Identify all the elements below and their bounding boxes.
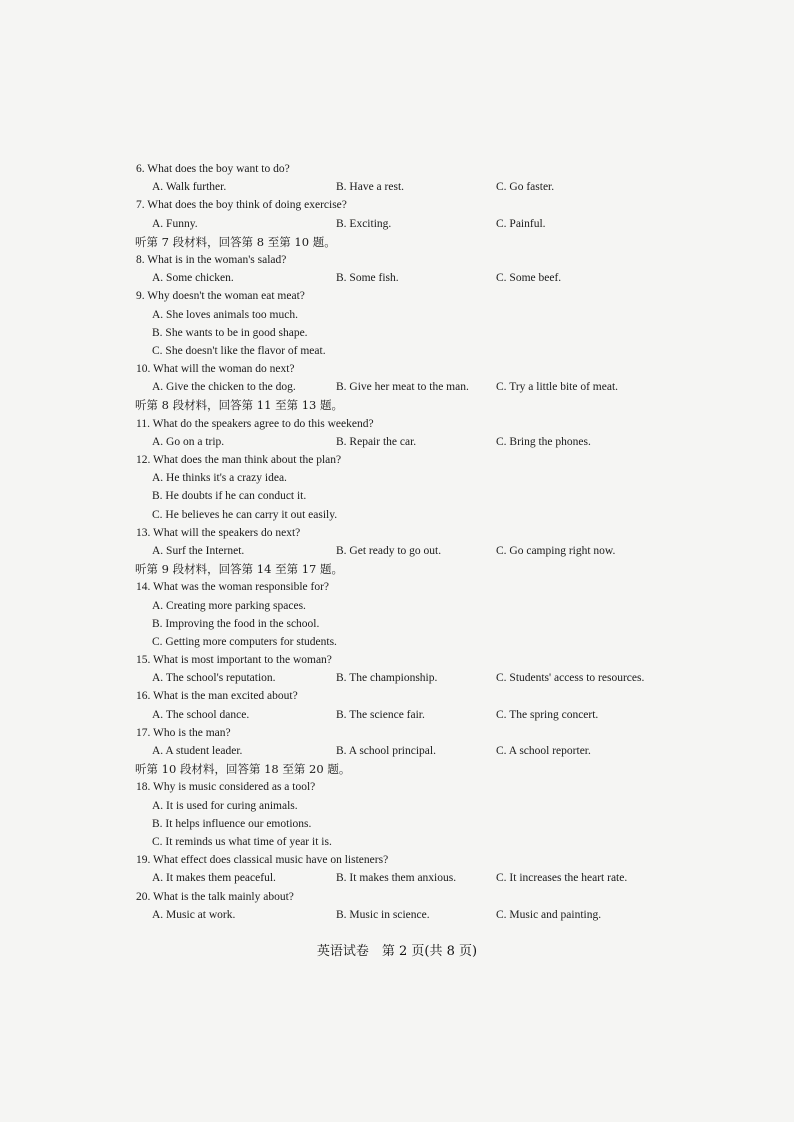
question-stem: 15. What is most important to the woman?	[136, 654, 332, 667]
answer-option-c: C. Go faster.	[496, 181, 555, 194]
answer-options-row	[136, 178, 696, 196]
answer-option: C. She doesn't like the flavor of meat.	[152, 344, 326, 357]
answer-option: C. It reminds us what time of year it is.	[152, 835, 332, 848]
answer-option-c: C. Try a little bite of meat.	[496, 381, 619, 394]
answer-option-c: C. Go camping right now.	[496, 544, 616, 557]
answer-option-c: C. Music and painting.	[496, 908, 602, 921]
answer-options-row	[136, 706, 696, 724]
answer-option-c: C. A school reporter.	[496, 745, 591, 757]
answer-option: B. It helps influence our emotions.	[152, 817, 312, 830]
question-stem: 17. Who is the man?	[136, 726, 231, 739]
answer-option-c: C. Students' access to resources.	[496, 672, 645, 685]
question-stem: 11. What do the speakers agree to do this weekend?	[136, 417, 374, 430]
answer-options-row	[136, 542, 696, 560]
page-footer: 英语试卷 第 2 页(共 8 页)	[316, 944, 478, 959]
answer-options-row	[136, 269, 696, 287]
answer-option: A. Creating more parking spaces.	[152, 599, 306, 612]
answer-option: C. He believes he can carry it out easily.	[152, 508, 338, 521]
section-instruction: 听第 9 段材料，回答第 14 至第 17 题。	[135, 562, 344, 577]
answer-option-a: A. It makes them peaceful.	[152, 872, 276, 885]
answer-option-b: B. Give her meat to the man.	[336, 381, 469, 394]
question-stem: 10. What will the woman do next?	[136, 363, 295, 376]
answer-option: A. She loves animals too much.	[152, 308, 298, 321]
question-list	[136, 160, 696, 924]
answer-option-b: B. Music in science.	[336, 908, 430, 921]
answer-option-b: B. Some fish.	[336, 272, 399, 285]
answer-option-a: A. A student leader.	[152, 745, 243, 757]
question-stem: 8. What is in the woman's salad?	[136, 253, 287, 266]
answer-option: B. She wants to be in good shape.	[152, 326, 308, 339]
answer-option-a: A. Go on a trip.	[152, 435, 225, 448]
answer-options-row	[136, 906, 696, 924]
answer-option-c: C. It increases the heart rate.	[496, 872, 628, 885]
question-stem: 9. Why doesn't the woman eat meat?	[136, 290, 305, 303]
section-instruction: 听第 7 段材料，回答第 8 至第 10 题。	[135, 234, 336, 249]
question-stem: 16. What is the man excited about?	[136, 690, 298, 703]
answer-option: A. It is used for curing animals.	[152, 799, 298, 812]
question-stem: 19. What effect does classical music have on listeners?	[136, 854, 389, 867]
answer-option-b: B. Get ready to go out.	[336, 544, 442, 557]
question-stem: 6. What does the boy want to do?	[136, 163, 290, 175]
answer-option-a: A. Give the chicken to the dog.	[152, 381, 296, 394]
answer-options-row	[136, 742, 696, 760]
answer-options-row	[136, 433, 696, 451]
answer-option-b: B. The science fair.	[336, 708, 425, 721]
answer-options-row	[136, 378, 696, 396]
answer-option-a: A. Some chicken.	[152, 272, 234, 285]
answer-option-a: A. Walk further.	[152, 181, 227, 194]
question-stem: 13. What will the speakers do next?	[136, 526, 301, 539]
section-instruction: 听第 10 段材料，回答第 18 至第 20 题。	[135, 762, 351, 777]
answer-option-a: A. The school dance.	[152, 708, 250, 721]
answer-option-c: C. Some beef.	[496, 272, 562, 285]
answer-option-c: C. Painful.	[496, 217, 546, 230]
question-stem: 12. What does the man think about the plan?	[136, 454, 342, 466]
answer-option: B. He doubts if he can conduct it.	[152, 490, 307, 503]
answer-option-b: B. A school principal.	[336, 745, 436, 757]
answer-option-b: B. It makes them anxious.	[336, 872, 457, 885]
answer-options-row	[136, 669, 696, 687]
answer-option: B. Improving the food in the school.	[152, 617, 320, 630]
answer-option-b: B. Repair the car.	[336, 435, 417, 448]
question-stem: 20. What is the talk mainly about?	[136, 890, 294, 903]
question-stem: 18. Why is music considered as a tool?	[136, 781, 316, 794]
answer-option-b: B. Exciting.	[336, 217, 392, 230]
answer-option-c: C. Bring the phones.	[496, 435, 591, 448]
answer-option-b: B. Have a rest.	[336, 181, 405, 194]
answer-option: A. He thinks it's a crazy idea.	[152, 472, 287, 485]
answer-options-row	[136, 215, 696, 233]
answer-option-b: B. The championship.	[336, 672, 438, 685]
answer-option-a: A. Funny.	[152, 217, 198, 230]
section-instruction: 听第 8 段材料，回答第 11 至第 13 题。	[135, 398, 344, 413]
answer-option-c: C. The spring concert.	[496, 708, 599, 721]
answer-options-row	[136, 869, 696, 887]
question-stem: 7. What does the boy think of doing exercise?	[136, 199, 347, 212]
answer-option-a: A. Surf the Internet.	[152, 544, 245, 557]
question-stem: 14. What was the woman responsible for?	[136, 581, 330, 594]
answer-option-a: A. The school's reputation.	[152, 672, 276, 685]
answer-option: C. Getting more computers for students.	[152, 635, 337, 648]
answer-option-a: A. Music at work.	[152, 908, 236, 921]
